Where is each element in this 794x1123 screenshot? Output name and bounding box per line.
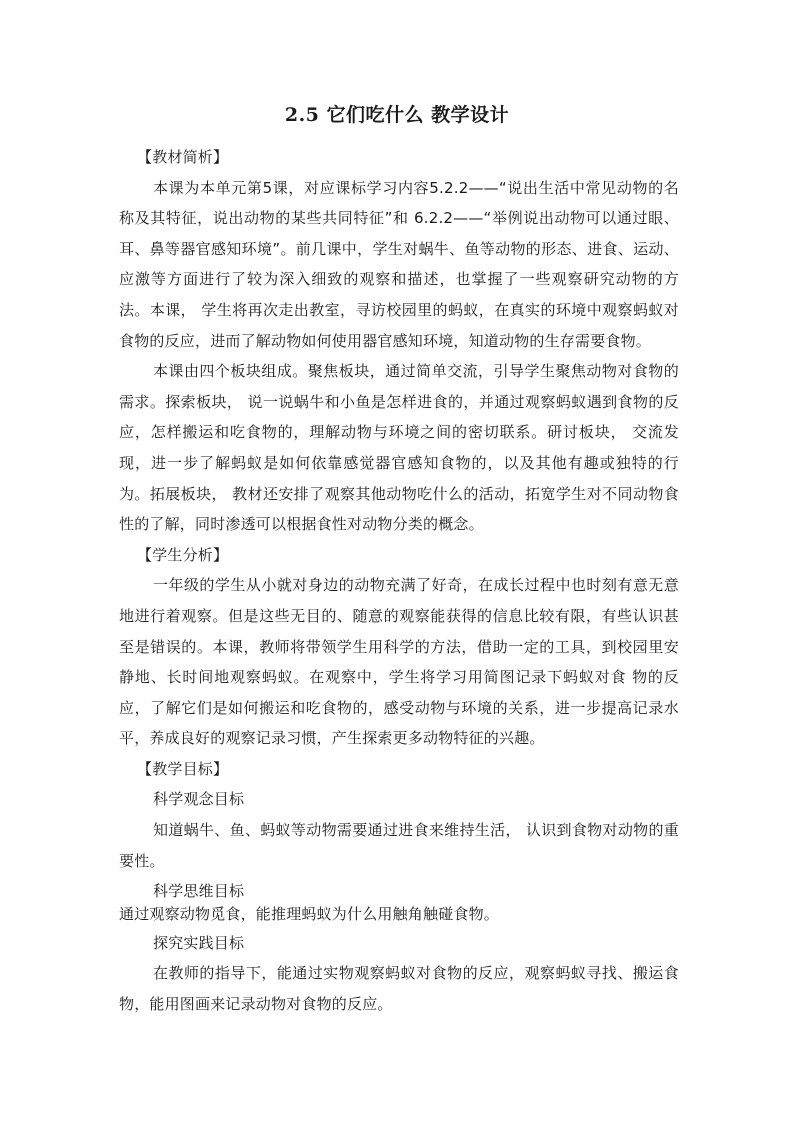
- goal-subheading-inquiry-practice: 探究实践目标: [153, 933, 245, 952]
- paragraph: 本课由四个板块组成。聚焦板块，通过简单交流，引导学生聚焦动物对食物的需求。探索板块， 说一说蜗牛和小鱼是怎样进食的，并通过观察蚂蚁遇到食物的反应，怎样搬运和吃食物的，理解动物与环境之间的密切联系。研讨板块， 交流发现，进一步了解蚂蚁是如何依靠感觉器官感知食物的，以及其他有趣或独特的行为。拓展板块， 教材还安排了观察其他动物吃什么的活动，拓宽学生对不同动物食性的了解，同时渗透可以根据食性对动物分类的概念。: [119, 362, 679, 534]
- paragraph: 本课为本单元第5课，对应课标学习内容5.2.2——“说出生活中常见动物的名称及其特征，说出动物的某些共同特征”和 6.2.2——“举例说出动物可以通过眼、耳、鼻等器官感知环境”。前几课中，学生对蜗牛、鱼等动物的形态、进食、运动、应激等方面进行了较为深入细致的观察和描述，也掌握了一些观察研究动物的方法。本课， 学生将再次走出教室，寻访校园里的蚂蚁，在真实的环境中观察蚂蚁对食物的反应，进而了解动物如何使用器官感知环境，知道动物的生存需要食物。: [119, 178, 679, 350]
- document-body: [119, 142, 679, 1020]
- goal-subheading-science-concept: 科学观念目标: [153, 790, 245, 809]
- section-heading-textbook-analysis: 【教材简析】: [137, 148, 229, 166]
- goal-subheading-science-thinking: 科学思维目标: [153, 882, 245, 901]
- section-heading-teaching-goals: 【教学目标】: [137, 759, 229, 778]
- goal-text-science-thinking: 通过观察动物觅食，能推理蚂蚁为什么用触角触碰食物。: [119, 904, 500, 923]
- document-title: 2.5 它们吃什么 教学设计: [284, 104, 510, 126]
- paragraph: 一年级的学生从小就对身边的动物充满了好奇，在成长过程中也时刻有意无意地进行着观察。但是这些无目的、随意的观察能获得的信息比较有限，有些认识甚至是错误的。本课，教师将带领学生用科学的方法，借助一定的工具，到校园里安静地、长时间地观察蚂蚁。在观察中，学生将学习用简图记录下蚂蚁对食 物的反应，了解它们是如何搬运和吃食物的，感受动物与环境的关系，进一步提高记录水平，养成良好的观察记录习惯，产生探索更多动物特征的兴趣。: [119, 576, 679, 748]
- goal-text-science-concept: 知道蜗牛、鱼、蚂蚁等动物需要通过进食来维持生活， 认识到食物对动物的重要性。: [119, 821, 679, 870]
- section-heading-student-analysis: 【学生分析】: [137, 545, 229, 564]
- goal-text-inquiry-practice: 在教师的指导下，能通过实物观察蚂蚁对食物的反应，观察蚂蚁寻找、搬运食物，能用图画来记录动物对食物的反应。: [119, 964, 679, 1014]
